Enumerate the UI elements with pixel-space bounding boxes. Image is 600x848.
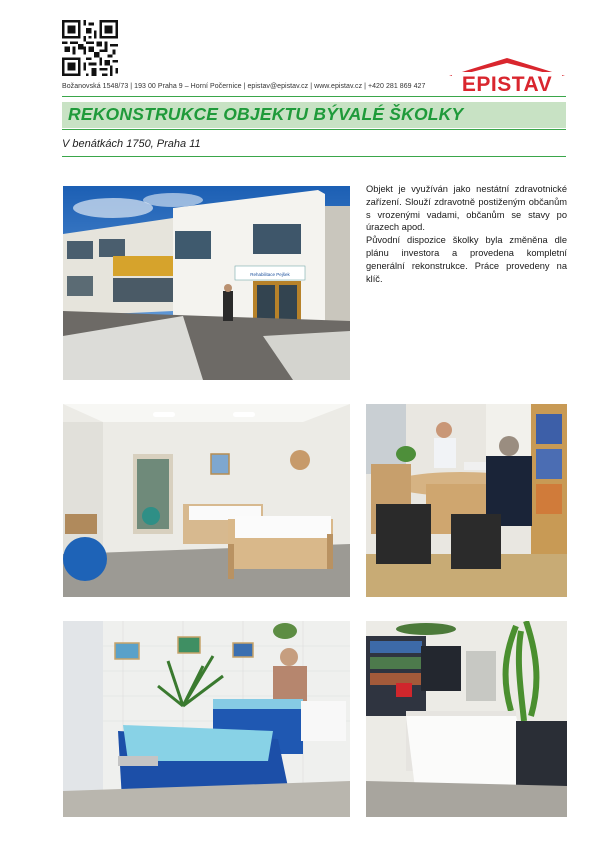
photo-hydrotherapy-room [63, 621, 350, 817]
photo-patient-room [63, 404, 350, 597]
header-rule [62, 96, 566, 97]
epistav-logo [446, 56, 568, 96]
photo-building-exterior [63, 186, 350, 380]
title-rule [62, 129, 566, 130]
building-sign: Rehabilitace Pejšek [250, 272, 290, 277]
photo-treatment-room [366, 621, 567, 817]
description-paragraph-2: Původní dispozice školky byla změněna dle plánu investora a provedena kompletní generální rekonstrukce. Práce provedeny na klíč. [366, 235, 567, 284]
page-title: REKONSTRUKCE OBJEKTU BÝVALÉ ŠKOLKY [68, 104, 464, 124]
address-rule [62, 156, 566, 157]
qr-code [62, 20, 118, 76]
photo-consultation-office [366, 404, 567, 597]
contact-line: Božanovská 1548/73 | 193 00 Praha 9 – Horní Počernice | epistav@epistav.cz | www.epistav.cz | +420 281 869 427 [62, 83, 426, 90]
project-description [366, 183, 567, 285]
project-address: V benátkách 1750, Praha 11 [62, 138, 201, 150]
description-paragraph-1: Objekt je využíván jako nestátní zdravotnické zařízení. Slouží zdravotně postiženým občanům s vrozenými vadami, občanům se stavy po úrazech apod. [366, 184, 567, 233]
logo-text: EPISTAV [461, 73, 553, 96]
